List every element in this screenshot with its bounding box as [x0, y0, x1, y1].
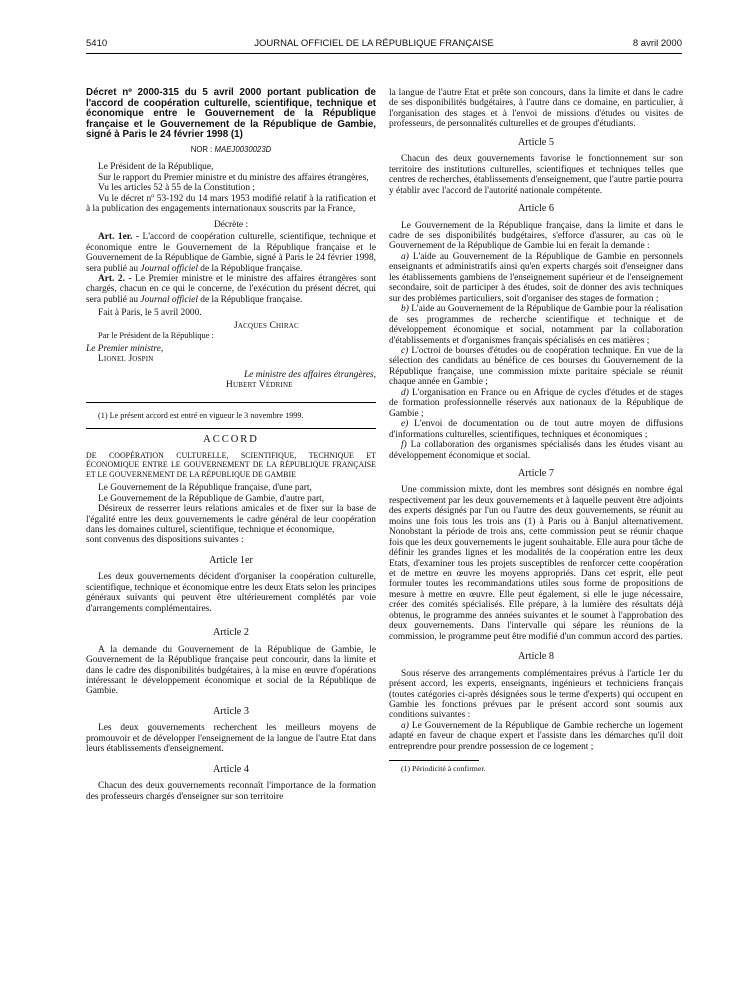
article-3-text: Les deux gouvernements recherchent les meilleurs moyens de promouvoir et de développer l'enseignement de la langue de l'autre Etat dans leurs établissements d'enseignement.	[86, 723, 376, 755]
article-4-continuation: la langue de l'autre Etat et prête son concours, dans la limite et dans le cadre de ses disponibilités budgétaires, à l'autre dans ce domaine, en particulier, à l'organisation des stages et à l'envoi de missions d'études ou visites de professeurs, de personnalités culturelles et de groupes d'étudiants.	[389, 88, 683, 130]
par-le-president: Par le Président de la République :	[98, 331, 214, 341]
art1-label: Art. 1er. -	[98, 232, 140, 243]
nor-code: MAEJ0030023D	[214, 144, 272, 154]
preamble-gambie: Le Gouvernement de la République de Gambie, d'autre part,	[98, 493, 325, 504]
article-7-title: Article 7	[518, 467, 554, 479]
nor-reference	[86, 145, 376, 155]
article-2-decree: Art. 2. - Le Premier ministre et le ministre des affaires étrangères sont chargés, chacun en ce qui le concerne, de l'exécution du présent décret, qui sera publié au Journal officiel de la République française.	[86, 273, 376, 305]
preamble-convenus: sont convenus des dispositions suivantes :	[86, 535, 244, 546]
article-8-text: Sous réserve des arrangements complémentaires prévus à l'article 1er du présent accord, les experts, enseignants, ingénieurs et techniciens français (toutes catégories ci-après désignées sous le terme d'experts) qui occupent en Gambie les fonctions prévues par le présent accord sont soumis aux conditions suivantes :	[389, 668, 683, 721]
article-6-item-f: f) La collaboration des organismes spécialisés dans les études visant au développement économique et social.	[389, 440, 683, 461]
ministre-title: Le ministre des affaires étrangères,	[243, 369, 376, 380]
article-2-title: Article 2	[213, 627, 249, 639]
journal-title: JOURNAL OFFICIEL DE LA RÉPUBLIQUE FRANÇAISE	[254, 38, 494, 49]
article-4-text: Chacun des deux gouvernements reconnaît l'importance de la formation des professeurs chargés d'enseigner sur son territoire	[86, 781, 376, 802]
footnote-entry-into-force: (1) Le présent accord est entré en vigueur le 3 novembre 1999.	[98, 411, 304, 421]
para-president: Le Président de la République,	[98, 162, 214, 173]
signature-president: Jacques Chirac	[234, 320, 299, 331]
para-rapport: Sur le rapport du Premier ministre et du ministre des affaires étrangères,	[98, 172, 369, 183]
right-column	[389, 88, 683, 774]
article-6-item-c: c) L'octroi de bourses d'études ou de coopération technique. En vue de la sélection des candidats au bénéfice de ces bourses du Gouvernement de la République française, une commission mixte paritaire spéciale se réunit chaque année en Gambie ;	[389, 345, 683, 388]
article-6-intro: Le Gouvernement de la République française, dans la limite et dans le cadre de ses disponibilités budgétaires, s'efforce d'assurer, au cas où le Gouvernement de la République de Gambie lui en ferait la demande :	[389, 220, 683, 252]
accord-caption: DE COOPÉRATION CULTURELLE, SCIENTIFIQUE, TECHNIQUE ET ÉCONOMIQUE ENTRE LE GOUVERNEMENT DE LA RÉPUBLIQUE FRANÇAISE ET LE GOUVERNEMENT DE LA RÉPUBLIQUE DE GAMBIE	[86, 450, 376, 479]
accord-separator	[86, 428, 376, 429]
footnote-periodicite: (1) Périodicité à confirmer.	[401, 764, 486, 774]
decrete: Décrète :	[213, 219, 249, 230]
nor-label: NOR :	[190, 144, 213, 154]
article-8-item-a: a) Le Gouvernement de la République de Gambie recherche un logement adapté en faveur de chaque expert et l'assiste dans les démarches qu'il doit entreprendre pour prendre possession de ce logement ;	[389, 720, 683, 752]
premier-ministre-name: Lionel Jospin	[98, 354, 154, 365]
article-1-title: Article 1er	[209, 554, 253, 566]
para-vu-constitution: Vu les articles 52 à 55 de la Constitution ;	[98, 183, 255, 194]
issue-date: 8 avril 2000	[632, 38, 682, 49]
article-6-item-d: d) L'organisation en France ou en Afrique de cycles d'études et de stages de formation professionnelle réservés aux nationaux de la République de Gambie ;	[389, 387, 683, 419]
article-6-item-b: b) L'aide au Gouvernement de la République de Gambie pour la réalisation de ses programmes de recherche scientifique et technique et de développement économique et social, notamment par la collaboration d'établissements et d'organismes français spécialisés en ces matières ;	[389, 304, 683, 346]
article-2-text: A la demande du Gouvernement de la République de Gambie, le Gouvernement de la République française peut concourir, dans la limite et dans le cadre des disponibilités budgétaires, à la mise en œuvre d'opérations intéressant le développement économique et social de la République de Gambie.	[86, 644, 376, 697]
article-6-item-e: e) L'envoi de documentation ou de tout autre moyen de diffusions d'informations culturelles, scientifiques, techniques et économiques ;	[389, 419, 683, 440]
article-5-title: Article 5	[518, 136, 554, 148]
article-5-text: Chacun des deux gouvernements favorise le fonctionnement sur son territoire des institutions culturelles, scientifiques et techniques telles que centres de recherches, établissements d'enseignement, que l'autre partie pourra y établir avec l'accord de l'autorité nationale compétente.	[389, 154, 683, 196]
article-4-title: Article 4	[213, 763, 249, 775]
article-1-text: Les deux gouvernements décident d'organiser la coopération culturelle, scientifique, technique et économique entre les deux Etats selon les principes généraux suivants qui peuvent être ultérieurement complétés par voie d'arrangements complémentaires.	[86, 572, 376, 614]
footnote-separator	[86, 402, 376, 403]
art2-label: Art. 2. -	[98, 273, 132, 284]
header-rule	[86, 53, 682, 54]
page-header	[0, 38, 748, 52]
article-6-item-a: a) L'aide au Gouvernement de la République de Gambie en personnels enseignants et administratifs ainsi qu'en experts chargés soit d'enseigner dans les établissements gambiens de l'enseignement supérieur et de l'enseignement secondaire, soit de participer à des études, soit de donner des avis techniques sur des problèmes particuliers, soit d'organiser des stages de formation ;	[389, 251, 683, 304]
article-3-title: Article 3	[213, 705, 249, 717]
article-7-text: Une commission mixte, dont les membres sont désignés en nombre égal respectivement par les deux gouvernements et à laquelle peuvent être adjoints des experts désignés par l'un ou l'autre des deux gouvernements, se réunit au moins une fois tous les trois ans (1) à Paris ou à Banjul alternativement. Nonobstant la période de trois ans, cette commission peut se réunir chaque fois que les deux gouvernements le jugent souhaitable. Elle aura pour tâche de définir les grandes lignes et les modalités de la coopération entre les deux Etats, d'examiner tous les projets susceptibles de renforcer cette coopération et de mettre en œuvre les moyens appropriés. Dans cet esprit, elle peut formuler toutes les recommandations utiles sous forme de propositions de mesure à mettre en œuvre. Elle peut également, si elle le juge nécessaire, créer des comités spécialisés. Elle prépare, à la lumière des résultats déjà obtenus, le programme des années suivantes et le soumet à l'approbation des deux gouvernements. Dans l'intervalle qui sépare les réunions de la commission, le programme peut être modifié d'un commun accord des parties.	[389, 485, 683, 642]
article-8-title: Article 8	[518, 651, 554, 663]
decree-title: Décret nº 2000-315 du 5 avril 2000 portant publication de l'accord de coopération culturelle, scientifique, technique et économique entre le Gouvernement de la République française et le Gouvernement de la République de Gambie, signé à Paris le 24 février 1998 (1)	[86, 87, 376, 141]
accord-heading: ACCORD	[203, 434, 259, 446]
article-1-decree: Art. 1er. - L'accord de coopération culturelle, scientifique, technique et économique entre le Gouvernement de la République française et le Gouvernement de la République de Gambie, signé à Paris le 24 février 1998, sera publié au Journal officiel de la République française.	[86, 232, 377, 274]
para-vu-decret: Vu le décret nº 53-192 du 14 mars 1953 modifié relatif à la ratification et à la publication des engagements internationaux souscrits par la France,	[86, 193, 376, 215]
preamble-france: Le Gouvernement de la République française, d'une part,	[98, 483, 312, 494]
footnote-rule	[389, 760, 479, 761]
fait-a-paris: Fait à Paris, le 5 avril 2000.	[98, 308, 202, 319]
ministre-name: Hubert Védrine	[226, 380, 293, 391]
preamble-desireux: Désireux de resserrer leurs relations amicales et de fixer sur la base de l'égalité entre les deux gouvernements le cadre général de leur coopération dans les domaines culturel, scientifique, technique et économique,	[86, 504, 376, 535]
left-column	[86, 88, 376, 802]
page-number: 5410	[86, 38, 108, 49]
article-6-title: Article 6	[518, 203, 554, 215]
premier-ministre-title: Le Premier ministre,	[86, 343, 164, 354]
